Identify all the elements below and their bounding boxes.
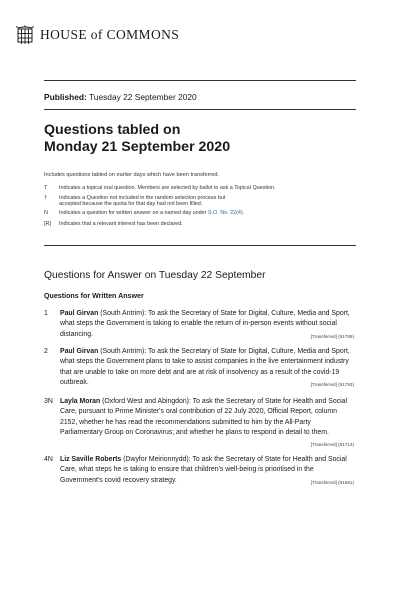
legend-symbol: † xyxy=(44,195,47,202)
question-body xyxy=(60,397,354,448)
legend-symbol xyxy=(44,201,59,208)
top-divider xyxy=(44,80,356,81)
legend-row xyxy=(44,201,364,208)
portcullis-icon xyxy=(16,24,34,46)
member-name: Paul Girvan xyxy=(60,310,99,317)
legend-symbol: T xyxy=(44,185,48,191)
intro-note: Includes questions tabled on earlier days which have been transferred. xyxy=(44,172,220,178)
house-header xyxy=(16,24,179,46)
legend-text-suffix: . xyxy=(242,210,245,217)
constituency: (South Antrim): xyxy=(100,310,147,317)
question-text: To ask the Secretary of State for Health and Social Care, what steps he is taking to ensure that children's well-being is prioritised in the Government's covid recovery strategy. xyxy=(60,456,347,484)
legend-symbol: [R] xyxy=(44,220,51,227)
legend-symbol: N xyxy=(44,210,48,217)
legend-divider xyxy=(44,245,356,246)
question-number: 2 xyxy=(44,348,48,355)
symbol-legend xyxy=(44,183,364,229)
constituency: (Dwyfor Meirionnydd): xyxy=(123,456,191,463)
section-heading: Questions for Answer on Tuesday 22 September xyxy=(44,270,266,281)
constituency: (Oxford West and Abingdon): xyxy=(102,398,191,405)
question-reference: [Transferred] (91713) xyxy=(310,442,354,448)
title-line-1: Questions tabled on xyxy=(44,122,181,138)
question-text: To ask the Secretary of State for Digital, Culture, Media and Sport, what steps the Government is taking to enable the return of in-person events without social distancing. xyxy=(60,310,350,338)
question-item xyxy=(44,347,354,390)
sub-heading: Questions for Written Answer xyxy=(44,292,144,300)
member-name: Layla Moran xyxy=(60,398,101,405)
legend-row xyxy=(44,208,364,218)
question-reference: [Transferred] (91789) xyxy=(310,333,354,339)
question-text: To ask the Secretary of State for Health and Social Care, pursuant to Prime Minister's oral contribution of 22 July 2020, Official Report, column 2152, whether he has read the recommendations submitted to him by the All-Party Parliamentary Group on Coronavirus; and whether he plans to respond in detail to them. xyxy=(60,398,348,436)
question-number: 1 xyxy=(44,310,48,317)
published-date: Tuesday 22 September 2020 xyxy=(89,92,197,102)
question-reference: [Transferred] (91691) xyxy=(310,479,354,485)
member-name: Paul Girvan xyxy=(60,348,99,355)
constituency: (South Antrim): xyxy=(100,348,147,355)
published-divider xyxy=(44,109,356,110)
question-body xyxy=(60,455,354,486)
standing-order-link[interactable]: S.O. No. 22(4) xyxy=(207,210,243,217)
legend-text: Indicates that a relevant interest has been declared. xyxy=(59,220,183,227)
legend-text xyxy=(59,208,364,218)
title-line-2: Monday 21 September 2020 xyxy=(44,139,231,155)
question-reference: [Transferred] (91793) xyxy=(310,381,354,387)
question-text: To ask the Secretary of State for Digital, Culture, Media and Sport, what steps the Government plans to take to assist companies in the live entertainment industry that are unable to take on more debt and are at risk of insolvency as a result of the covid-19 outbreak. xyxy=(60,348,350,386)
question-body xyxy=(60,309,354,340)
question-number: 4N xyxy=(44,456,53,463)
legend-text: Indicates a topical oral question. Members are selected by ballot to ask a Topical Question. xyxy=(59,185,276,191)
page-title xyxy=(44,122,230,156)
legend-row xyxy=(44,183,364,193)
legend-text-main: Indicates a question for written answer on a named day under xyxy=(59,210,207,217)
published-label: Published: xyxy=(44,92,87,102)
question-number: 3N xyxy=(44,398,53,405)
question-item xyxy=(44,397,354,450)
member-name: Liz Saville Roberts xyxy=(60,456,122,463)
house-name: HOUSE of COMMONS xyxy=(40,27,180,42)
legend-text: Indicates a Question not included in the random selection process but xyxy=(59,195,226,202)
legend-row xyxy=(44,219,364,229)
question-item xyxy=(44,455,354,488)
question-body xyxy=(60,347,354,388)
question-item xyxy=(44,309,354,342)
published-line xyxy=(44,92,197,102)
legend-text: accepted because the quota for that day had not been filled. xyxy=(59,201,203,208)
